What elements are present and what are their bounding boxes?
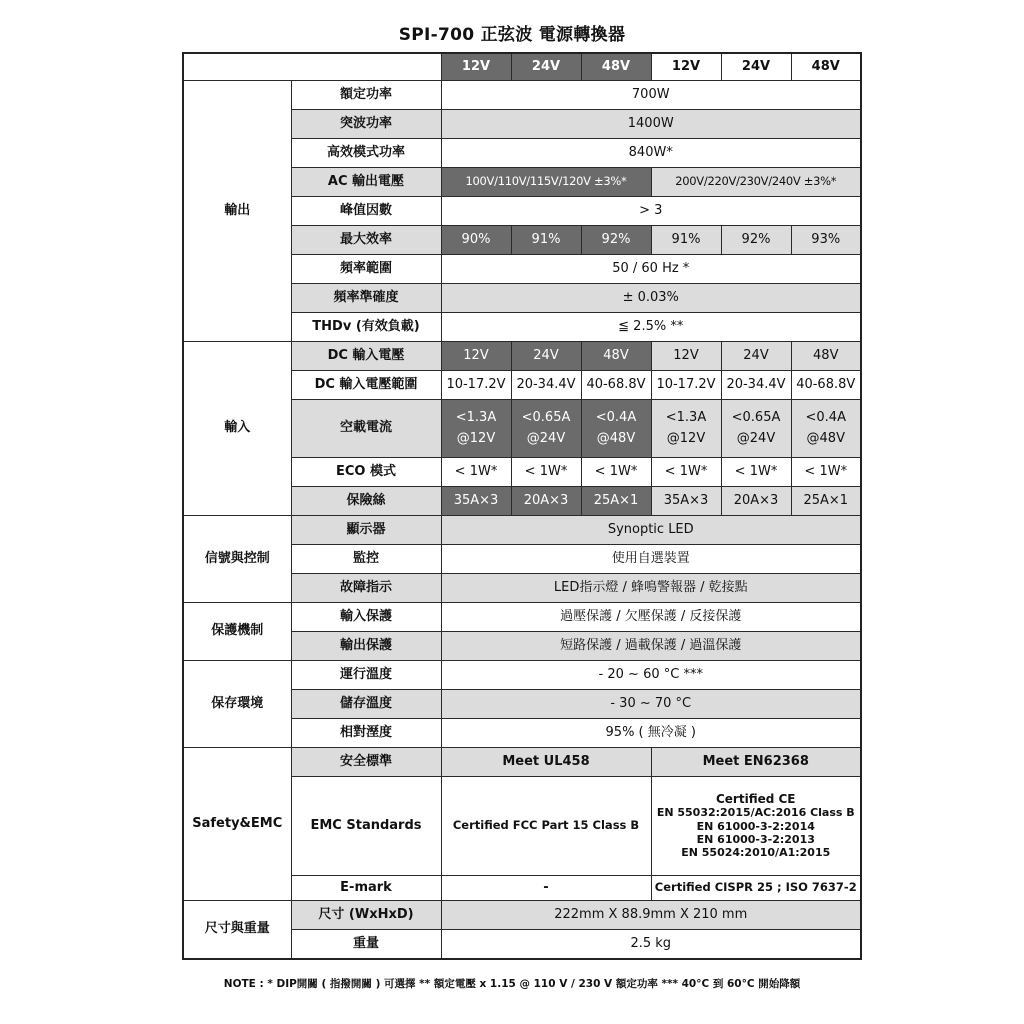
value-fuse: 20A×3: [721, 486, 791, 515]
value-monitor: 使用自選裝置: [441, 544, 861, 573]
value-fuse: 25A×1: [791, 486, 861, 515]
label-surge-power: 突波功率: [291, 109, 441, 138]
category-input: 輸入: [183, 341, 291, 515]
header-cell: 12V: [441, 53, 511, 80]
label-size: 尺寸 (WxHxD): [291, 900, 441, 929]
header-cell: 12V: [651, 53, 721, 80]
value-input-protection: 過壓保護 / 欠壓保護 / 反接保護: [441, 602, 861, 631]
value-fuse: 20A×3: [511, 486, 581, 515]
row-dc-voltage: [183, 341, 861, 370]
value-no-load-current: <1.3A @12V: [651, 399, 721, 457]
ce-line: EN 61000-3-2:2013: [696, 832, 815, 846]
category-safety: Safety&EMC: [183, 747, 291, 900]
value-emc-fcc: Certified FCC Part 15 Class B: [441, 776, 651, 875]
value-dc-voltage: 24V: [721, 341, 791, 370]
value-humidity: 95% ( 無冷凝 ): [441, 718, 861, 747]
value-no-load-current: <0.4A @48V: [581, 399, 651, 457]
ce-line: EN 55032:2015/AC:2016 Class B: [656, 806, 855, 820]
value-rated-power: 700W: [441, 80, 861, 109]
value-emc-ce: [651, 776, 861, 875]
value-safety-en: Meet EN62368: [651, 747, 861, 776]
label-weight: 重量: [291, 929, 441, 959]
value-no-load-current: <0.65A @24V: [511, 399, 581, 457]
label-eco-mode: ECO 模式: [291, 457, 441, 486]
value-efficiency: 90%: [441, 225, 511, 254]
row-input-protection: [183, 602, 861, 631]
row-rated-power: [183, 80, 861, 109]
label-display: 顯示器: [291, 515, 441, 544]
value-eco-mode: < 1W*: [791, 457, 861, 486]
value-dc-range: 10-17.2V: [441, 370, 511, 399]
label-thdv: THDv (有效負載): [291, 312, 441, 341]
category-signal: 信號與控制: [183, 515, 291, 602]
value-fuse: 35A×3: [651, 486, 721, 515]
value-no-load-current: <0.65A @24V: [721, 399, 791, 457]
value-eco-mode: < 1W*: [441, 457, 511, 486]
value-dc-range: 10-17.2V: [651, 370, 721, 399]
label-emark: E-mark: [291, 875, 441, 900]
label-rated-power: 額定功率: [291, 80, 441, 109]
label-safety-standard: 安全標準: [291, 747, 441, 776]
label-humidity: 相對溼度: [291, 718, 441, 747]
label-max-efficiency: 最大效率: [291, 225, 441, 254]
category-dimensions: 尺寸與重量: [183, 900, 291, 959]
value-eco-mode: < 1W*: [581, 457, 651, 486]
label-monitor: 監控: [291, 544, 441, 573]
value-no-load-current: <0.4A @48V: [791, 399, 861, 457]
label-dc-range: DC 輸入電壓範圍: [291, 370, 441, 399]
row-display: [183, 515, 861, 544]
value-dc-voltage: 24V: [511, 341, 581, 370]
category-protection: 保護機制: [183, 602, 291, 660]
value-ac-voltage-low: 100V/110V/115V/120V ±3%*: [441, 167, 651, 196]
value-no-load-current: <1.3A @12V: [441, 399, 511, 457]
value-dc-voltage: 12V: [651, 341, 721, 370]
spec-table: [182, 52, 862, 960]
label-ac-voltage: AC 輸出電壓: [291, 167, 441, 196]
value-dc-voltage: 12V: [441, 341, 511, 370]
value-dc-voltage: 48V: [791, 341, 861, 370]
value-efficiency: 92%: [721, 225, 791, 254]
row-operating-temp: [183, 660, 861, 689]
row-safety-standard: [183, 747, 861, 776]
label-fuse: 保險絲: [291, 486, 441, 515]
label-input-protection: 輸入保護: [291, 602, 441, 631]
value-emark-a: -: [441, 875, 651, 900]
header-blank: [183, 53, 441, 80]
ce-line: EN 55024:2010/A1:2015: [681, 845, 831, 859]
value-efficiency: 91%: [511, 225, 581, 254]
row-size: [183, 900, 861, 929]
value-eco-mode: < 1W*: [721, 457, 791, 486]
label-frequency-accuracy: 頻率準確度: [291, 283, 441, 312]
value-output-protection: 短路保護 / 過載保護 / 過溫保護: [441, 631, 861, 660]
value-emark-b: Certified CISPR 25 ; ISO 7637-2: [651, 875, 861, 900]
value-fuse: 25A×1: [581, 486, 651, 515]
ce-title: Certified CE: [715, 791, 796, 806]
value-safety-ul: Meet UL458: [441, 747, 651, 776]
value-frequency-accuracy: ± 0.03%: [441, 283, 861, 312]
value-frequency-range: 50 / 60 Hz *: [441, 254, 861, 283]
label-fault: 故障指示: [291, 573, 441, 602]
header-cell: 24V: [511, 53, 581, 80]
value-crest-factor: > 3: [441, 196, 861, 225]
value-dc-voltage: 48V: [581, 341, 651, 370]
value-operating-temp: - 20 ~ 60 °C ***: [441, 660, 861, 689]
value-eco-mode: < 1W*: [651, 457, 721, 486]
value-fault: LED指示燈 / 蜂鳴警報器 / 乾接點: [441, 573, 861, 602]
label-frequency-range: 頻率範圍: [291, 254, 441, 283]
value-efficiency: 93%: [791, 225, 861, 254]
value-size: 222mm X 88.9mm X 210 mm: [441, 900, 861, 929]
footnote: NOTE : * DIP開關 ( 指撥開關 ) 可選擇 ** 額定電壓 x 1.15 @ 110 V / 230 V 額定功率 *** 40°C 到 60°C 開始降額: [223, 978, 801, 990]
label-no-load-current: 空載電流: [291, 399, 441, 457]
value-fuse: 35A×3: [441, 486, 511, 515]
label-crest-factor: 峰值因數: [291, 196, 441, 225]
value-display: Synoptic LED: [441, 515, 861, 544]
ce-line: EN 61000-3-2:2014: [696, 819, 815, 833]
value-ac-voltage-high: 200V/220V/230V/240V ±3%*: [651, 167, 861, 196]
label-emc: EMC Standards: [291, 776, 441, 875]
label-operating-temp: 運行溫度: [291, 660, 441, 689]
category-environment: 保存環境: [183, 660, 291, 747]
value-thdv: ≦ 2.5% **: [441, 312, 861, 341]
label-storage-temp: 儲存溫度: [291, 689, 441, 718]
value-eco-power: 840W*: [441, 138, 861, 167]
header-cell: 24V: [721, 53, 791, 80]
page-title: SPI-700 正弦波 電源轉換器: [398, 25, 626, 45]
value-storage-temp: - 30 ~ 70 °C: [441, 689, 861, 718]
value-efficiency: 91%: [651, 225, 721, 254]
label-eco-power: 高效模式功率: [291, 138, 441, 167]
header-cell: 48V: [791, 53, 861, 80]
value-dc-range: 40-68.8V: [581, 370, 651, 399]
label-dc-voltage: DC 輸入電壓: [291, 341, 441, 370]
value-surge-power: 1400W: [441, 109, 861, 138]
category-output: 輸出: [183, 80, 291, 341]
value-weight: 2.5 kg: [441, 929, 861, 959]
header-row: [183, 53, 861, 80]
value-dc-range: 40-68.8V: [791, 370, 861, 399]
value-dc-range: 20-34.4V: [721, 370, 791, 399]
value-dc-range: 20-34.4V: [511, 370, 581, 399]
value-efficiency: 92%: [581, 225, 651, 254]
label-output-protection: 輸出保護: [291, 631, 441, 660]
value-eco-mode: < 1W*: [511, 457, 581, 486]
header-cell: 48V: [581, 53, 651, 80]
